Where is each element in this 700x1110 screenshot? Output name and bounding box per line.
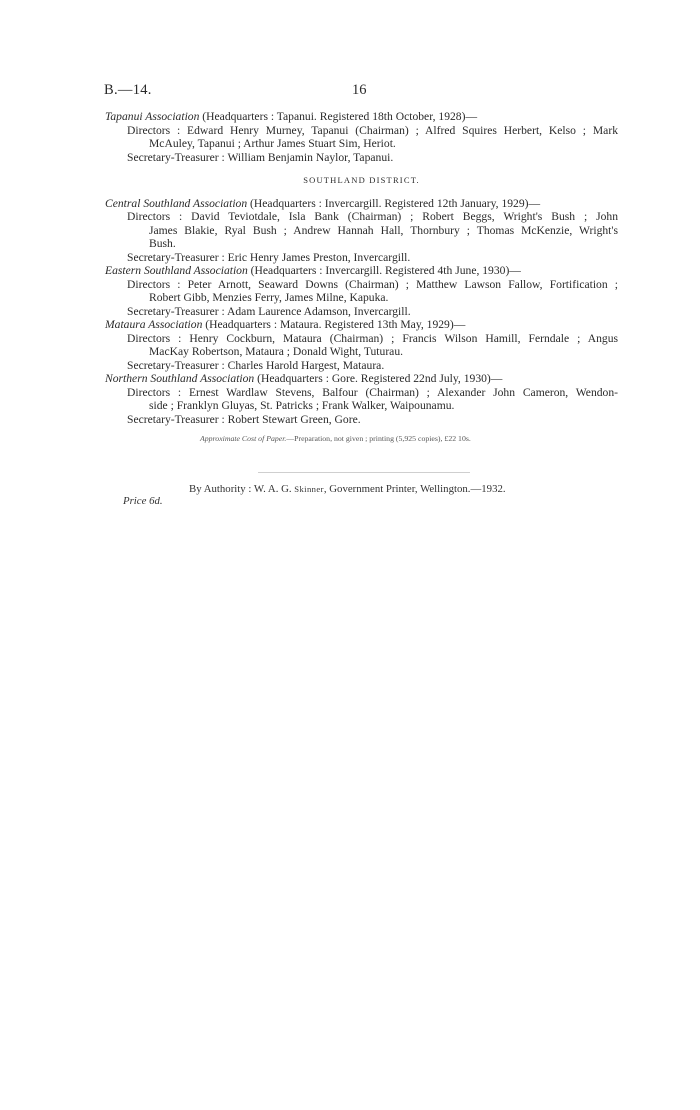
directors-line: Directors : Peter Arnott, Seaward Downs (Chairman) ; Matthew Lawson Fallow, Fortification ; [127,277,618,291]
association-heading [105,110,618,124]
footer-divider [258,472,470,473]
printer-surname: Skinner [294,484,324,494]
authority-suffix: , Government Printer, Wellington.—1932. [323,483,506,495]
association-registration: (Headquarters : Invercargill. Registered 12th January, 1929)— [247,196,541,210]
association-heading [105,372,618,386]
association-entry-eastern-southland [105,264,618,318]
association-heading [105,264,618,278]
association-name: Northern Southland Association [105,372,255,385]
directors-line-continued: McAuley, Tapanui ; Arthur James Stuart Sim, Heriot. [149,137,396,150]
directors-line-continued: Bush. [149,237,176,250]
directors-line: Directors : Edward Henry Murney, Tapanui (Chairman) ; Alfred Squires Herbert, Kelso ; Mark [127,123,618,137]
association-name: Eastern Southland Association [105,264,248,277]
association-entry-northern-southland [105,372,618,426]
association-registration: (Headquarters : Mataura. Registered 13th May, 1929)— [202,318,466,331]
directors-line-continued: side ; Franklyn Gluyas, St. Patricks ; Frank Walker, Waipounamu. [149,399,455,412]
directors-line-continued: MacKay Robertson, Mataura ; Donald Wight, Tuturau. [149,345,404,358]
secretary-treasurer-line: Secretary-Treasurer : Adam Laurence Adamson, Invercargill. [127,304,411,318]
cost-label: Approximate Cost of Paper. [200,434,287,443]
association-entry-tapanui [105,110,618,164]
directors-line: Directors : Ernest Wardlaw Stevens, Balfour (Chairman) ; Alexander John Cameron, Wendon- [127,385,618,399]
directors-line-continued: Robert Gibb, Menzies Ferry, James Milne, Kapuka. [149,291,389,304]
association-registration: (Headquarters : Gore. Registered 22nd July, 1930)— [254,372,503,385]
association-heading [105,197,618,211]
association-registration: (Headquarters : Invercargill. Registered 4th June, 1930)— [247,264,521,277]
secretary-treasurer-line: Secretary-Treasurer : Eric Henry James Preston, Invercargill. [127,250,411,264]
association-name: Mataura Association [105,318,203,331]
secretary-treasurer-line: Secretary-Treasurer : Charles Harold Hargest, Mataura. [127,358,385,372]
association-heading [105,318,618,332]
cost-of-paper-note [200,434,471,443]
authority-prefix: By Authority : W. A. G. [189,483,295,495]
directors-line-continued: James Blakie, Ryal Bush ; Andrew Hannah Hall, Thornbury ; Thomas McKenzie, Wright's [149,223,618,237]
association-name: Tapanui Association [105,110,200,123]
secretary-treasurer-line: Secretary-Treasurer : William Benjamin Naylor, Tapanui. [127,150,394,164]
page-number: 16 [352,82,367,98]
district-heading: SOUTHLAND DISTRICT. [303,175,420,185]
document-body [105,110,618,426]
cost-text: —Preparation, not given ; printing (5,925 copies), £22 10s. [286,434,471,443]
association-entry-central-southland [105,197,618,265]
price-note: Price 6d. [123,495,163,507]
association-entry-mataura [105,318,618,372]
association-name: Central Southland Association [105,196,248,210]
secretary-treasurer-line: Secretary-Treasurer : Robert Stewart Green, Gore. [127,412,361,426]
directors-line: Directors : Henry Cockburn, Mataura (Chairman) ; Francis Wilson Hamill, Ferndale ; Angus [127,331,618,345]
association-registration: (Headquarters : Tapanui. Registered 18th October, 1928)— [199,110,478,123]
document-reference: B.—14. [104,82,152,98]
printer-authority-line [189,483,506,495]
directors-line: Directors : David Teviotdale, Isla Bank (Chairman) ; Robert Beggs, Wright's Bush ; John [127,210,618,223]
